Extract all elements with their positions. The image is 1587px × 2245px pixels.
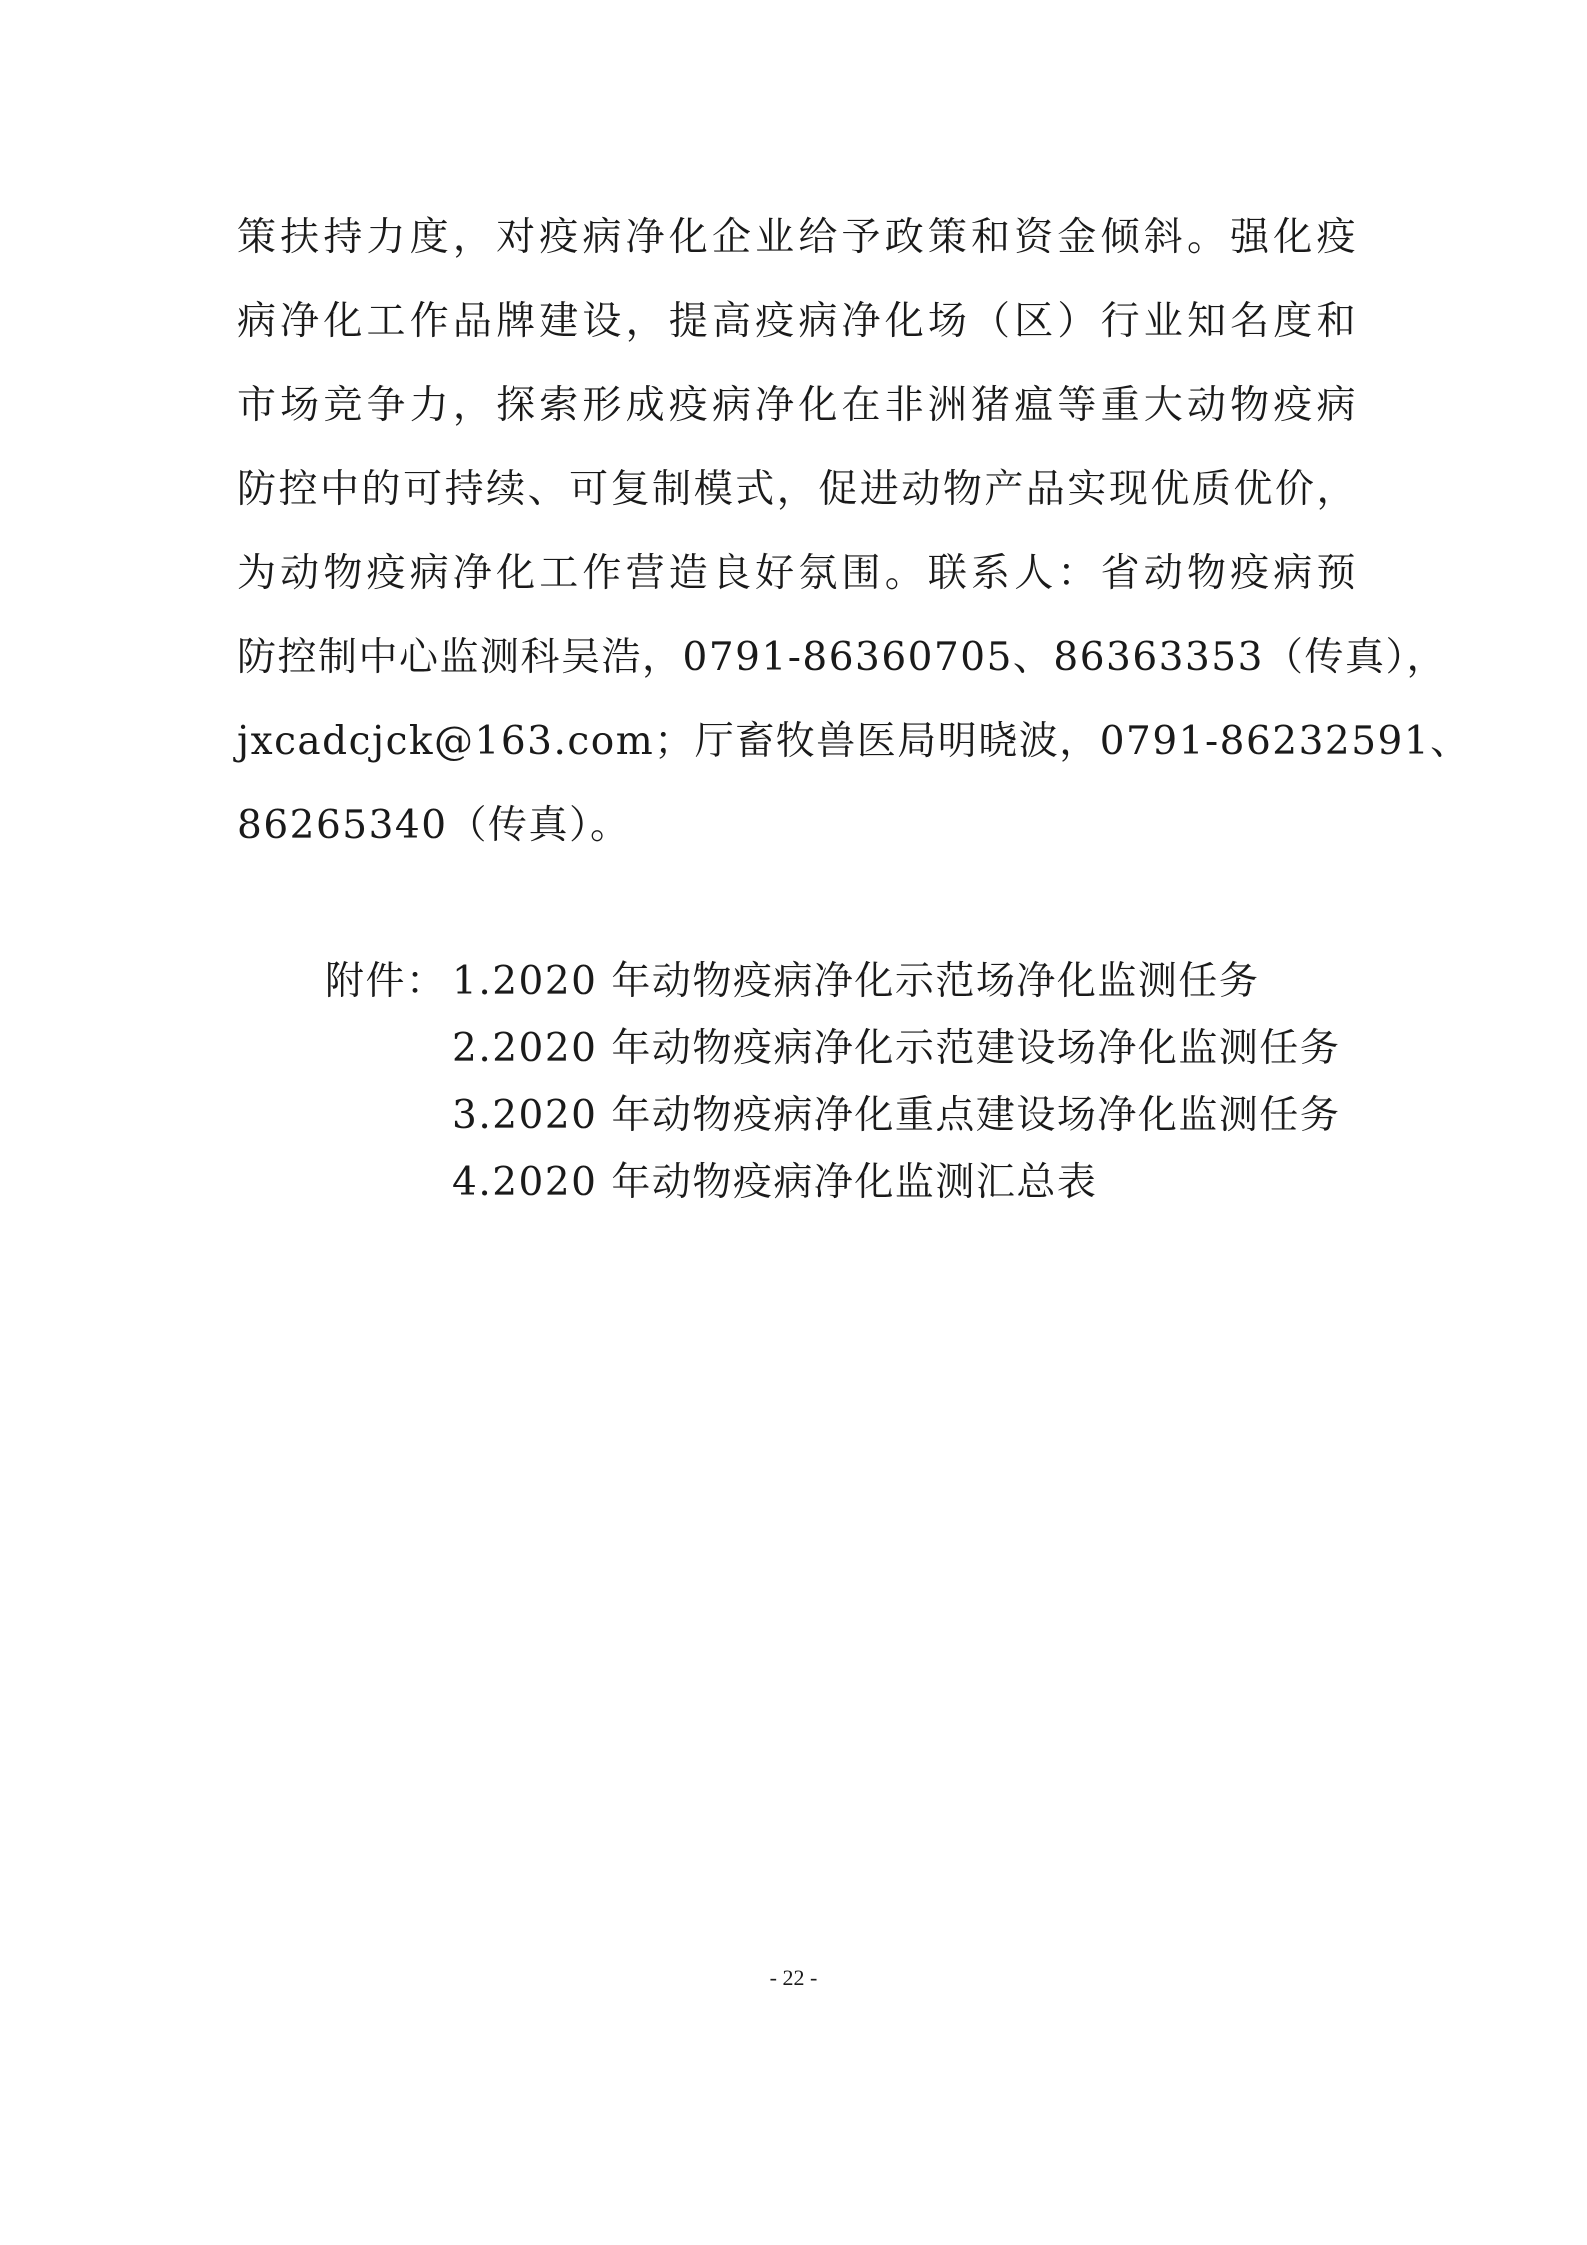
paragraph-line-1: 策扶持力度，对疫病净化企业给予政策和资金倾斜。强化疫 (237, 215, 1357, 260)
paragraph-line-7: jxcadcjck@163.com；厅畜牧兽医局明晓波，0791-86232591、 (237, 719, 1471, 764)
attachment-indent (325, 1082, 452, 1149)
attachment-row-2 (325, 1015, 1365, 1082)
attachment-row-1 (325, 948, 1365, 1015)
attachment-row-3 (325, 1082, 1365, 1149)
attachment-item-1: 1.2020 年动物疫病净化示范场净化监测任务 (452, 959, 1260, 1004)
attachments-list (325, 948, 1365, 1216)
attachment-indent (325, 1149, 452, 1216)
paragraph-line-5: 为动物疫病净化工作营造良好氛围。联系人：省动物疫病预 (237, 551, 1357, 596)
paragraph-line-6: 防控制中心监测科吴浩，0791-86360705、86363353（传真）， (237, 635, 1447, 680)
paragraph-line-4: 防控中的可持续、可复制模式，促进动物产品实现优质优价， (237, 467, 1357, 512)
paragraph-line-3: 市场竞争力，探索形成疫病净化在非洲猪瘟等重大动物疫病 (237, 383, 1357, 428)
body-paragraph (237, 196, 1471, 868)
paragraph-line-8: 86265340（传真）。 (237, 803, 631, 848)
paragraph-line-2: 病净化工作品牌建设，提高疫病净化场（区）行业知名度和 (237, 299, 1357, 344)
attachment-row-4 (325, 1149, 1365, 1216)
attachment-item-3: 3.2020 年动物疫病净化重点建设场净化监测任务 (452, 1093, 1341, 1138)
attachment-indent (325, 1015, 452, 1082)
attachment-item-2: 2.2020 年动物疫病净化示范建设场净化监测任务 (452, 1026, 1341, 1071)
attachment-item-4: 4.2020 年动物疫病净化监测汇总表 (452, 1160, 1098, 1205)
page-number: - 22 - (769, 1965, 818, 1990)
attachments-label: 附件： (325, 959, 447, 1004)
